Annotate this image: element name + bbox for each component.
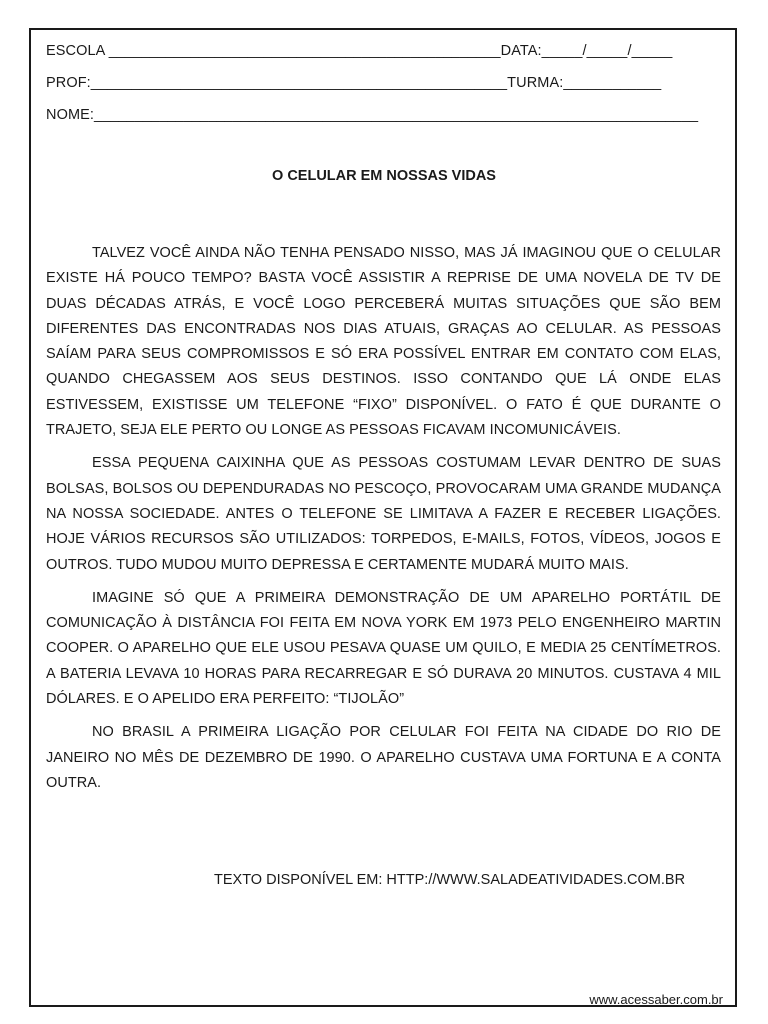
nome-line: NOME:__________________________________________________________________________	[46, 107, 699, 123]
document-body	[46, 241, 721, 804]
paragraph-2: ESSA PEQUENA CAIXINHA QUE AS PESSOAS COSTUMAM LEVAR DENTRO DE SUAS BOLSAS, BOLSOS OU DEPENDURADAS NO PESCOÇO, PROVOCARAM UMA GRANDE MUDANÇA NA NOSSA SOCIEDADE. ANTES O TELEFONE SE LIMITAVA A FAZER E RECEBER LIGAÇÕES. HOJE VÁRIOS RECURSOS SÃO UTILIZADOS: TORPEDOS, E-MAILS, FOTOS, VÍDEOS, JOGOS E OUTROS. TUDO MUDOU MUITO DEPRESSA E CERTAMENTE MUDARÁ MUITO MAIS.	[46, 455, 721, 573]
paragraph-3: IMAGINE SÓ QUE A PRIMEIRA DEMONSTRAÇÃO DE UM APARELHO PORTÁTIL DE COMUNICAÇÃO À DISTÂNCIA FOI FEITA EM NOVA YORK EM 1973 PELO ENGENHEIRO MARTIN COOPER. O APARELHO QUE ELE USOU PESAVA QUASE UM QUILO, E MEDIA 25 CENTÍMETROS. A BATERIA LEVAVA 10 HORAS PARA RECARREGAR E SÓ DURAVA 20 MINUTOS. CUSTAVA 4 MIL DÓLARES. E O APELIDO ERA PERFEITO: “TIJOLÃO”	[46, 589, 721, 708]
footer-site: www.acessaber.com.br	[589, 992, 723, 1007]
source-citation: TEXTO DISPONÍVEL EM: HTTP://WWW.SALADEATIVIDADES.COM.BR	[214, 872, 686, 888]
paragraph-4: NO BRASIL A PRIMEIRA LIGAÇÃO POR CELULAR FOI FEITA NA CIDADE DO RIO DE JANEIRO NO MÊS DE DEZEMBRO DE 1990. O APARELHO CUSTAVA UMA FORTUNA E A CONTA OUTRA.	[46, 724, 721, 791]
escola-data-line: ESCOLA ________________________________________________DATA:_____/_____/_____	[46, 43, 673, 59]
prof-turma-line: PROF:___________________________________________________TURMA:____________	[46, 75, 662, 91]
paragraph-1: TALVEZ VOCÊ AINDA NÃO TENHA PENSADO NISSO, MAS JÁ IMAGINOU QUE O CELULAR EXISTE HÁ POUCO TEMPO? BASTA VOCÊ ASSISTIR A REPRISE DE UMA NOVELA DE TV DE DUAS DÉCADAS ATRÁS, E VOCÊ LOGO PERCEBERÁ MUITAS SITUAÇÕES QUE SÃO BEM DIFERENTES DAS ENCONTRADAS NOS DIAS ATUAIS, GRAÇAS AO CELULAR. AS PESSOAS SAÍAM PARA SEUS COMPROMISSOS E SÓ ERA POSSÍVEL ENTRAR EM CONTATO COM ELAS, QUANDO CHEGASSEM AOS SEUS DESTINOS. ISSO CONTANDO QUE LÁ ONDE ELAS ESTIVESSEM, EXISTISSE UM TELEFONE “FIXO” DISPONÍVEL. O FATO É QUE DURANTE O TRAJETO, SEJA ELE PERTO OU LONGE AS PESSOAS FICAVAM INCOMUNICÁVEIS.	[46, 245, 721, 439]
document-title: O CELULAR EM NOSSAS VIDAS	[272, 168, 496, 184]
